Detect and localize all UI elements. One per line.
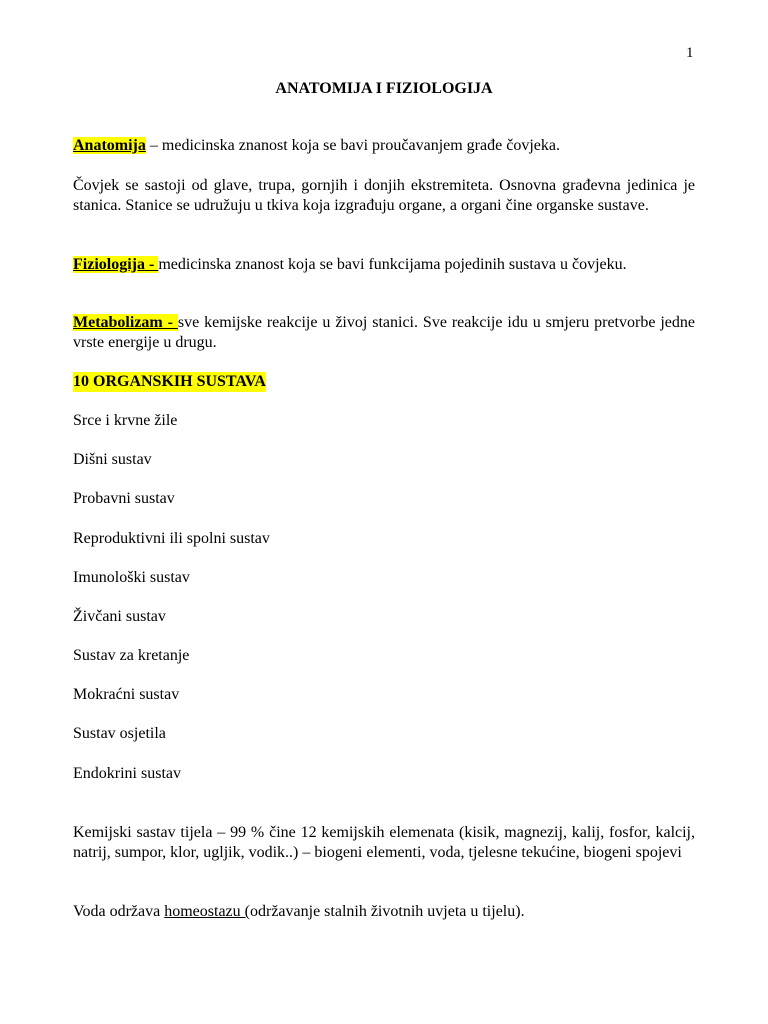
list-item: Imunološki sustav	[73, 569, 190, 586]
list-item: Sustav za kretanje	[73, 647, 190, 664]
list-item: Dišni sustav	[73, 451, 152, 468]
anatomy-term: Anatomija	[73, 137, 146, 154]
list-item: Endokrini sustav	[73, 765, 181, 782]
list-item: Srce i krvne žile	[73, 412, 178, 429]
list-item: Sustav osjetila	[73, 725, 166, 742]
water-suffix: održavanje stalnih životnih uvjeta u tijelu).	[249, 903, 525, 920]
water-prefix: Voda održava	[73, 903, 165, 920]
document-title: ANATOMIJA I FIZIOLOGIJA	[275, 80, 493, 97]
page-number: 1	[686, 45, 694, 61]
physiology-definition	[73, 255, 695, 275]
metabolism-definition-text: sve kemijske reakcije u živoj stanici. Sve reakcije idu u smjeru pretvorbe jedne vrste energije u drugu.	[73, 314, 696, 351]
body-parts-paragraph: Čovjek se sastoji od glave, trupa, gornjih i donjih ekstremiteta. Osnovna građevna jedinica je stanica. Stanice se udružuju u tkiva koja izgrađuju organe, a organi čine organske sustave.	[73, 177, 695, 214]
list-item: Reproduktivni ili spolni sustav	[73, 530, 270, 547]
water-homeostasis-paragraph	[73, 902, 695, 922]
chemical-composition-paragraph: Kemijski sastav tijela – 99 % čine 12 kemijskih elemenata (kisik, magnezij, kalij, fosfor, kalcij, natrij, sumpor, klor, ugljik, vodik..) – biogeni elementi, voda, tjelesne tekućine, biogeni spojevi	[73, 824, 695, 861]
metabolism-term: Metabolizam -	[73, 314, 178, 331]
homeostasis-term: homeostazu (	[164, 903, 250, 920]
metabolism-definition	[73, 313, 695, 352]
physiology-term: Fiziologija -	[73, 256, 159, 273]
physiology-definition-text: medicinska znanost koja se bavi funkcijama pojedinih sustava u čovjeku.	[158, 256, 627, 273]
systems-heading: 10 ORGANSKIH SUSTAVA	[73, 373, 266, 390]
list-item: Mokraćni sustav	[73, 686, 180, 703]
anatomy-definition-text: – medicinska znanost koja se bavi proučavanjem građe čovjeka.	[145, 137, 560, 154]
anatomy-definition	[73, 136, 695, 156]
list-item: Živčani sustav	[73, 608, 166, 625]
list-item: Probavni sustav	[73, 490, 175, 507]
